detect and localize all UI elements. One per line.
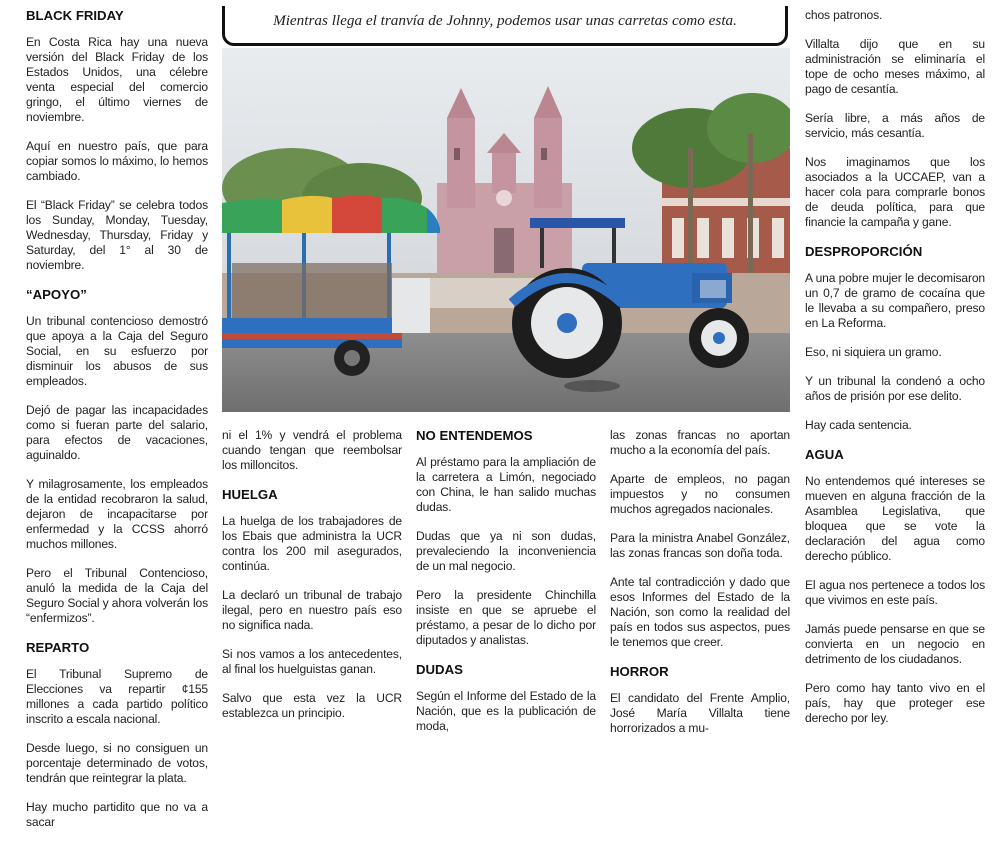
paragraph: Jamás puede pensarse en que se convierta en un negocio en detrimento de los ciudadanos. [805,622,985,666]
heading-reparto: REPARTO [26,640,90,655]
paragraph: Villalta dijo que en su administración se eliminaría el tope de ocho meses máximo, al pago de cesantía. [805,37,985,96]
paragraph: Nos imaginamos que los asociados a la UCCAEP, van a hacer cola para comprarle bonos de deuda política, para que financie la campaña y gane. [805,155,985,229]
paragraph: Hay mucho partidito que no va a sacar [26,800,208,829]
column-3 [416,428,596,748]
paragraph: Dejó de pagar las incapacidades como si fueran parte del salario, para efectos de vacaciones, aguinaldo. [26,403,208,462]
heading-desproporcion: DESPROPORCIÓN [805,244,923,259]
paragraph: La declaró un tribunal de trabajo ilegal, pero en nuestro país eso no significa nada. [222,588,402,632]
paragraph: Desde luego, si no consiguen un porcentaje determinado de votos, tendrán que reintegrar la plata. [26,741,208,785]
paragraph: Hay cada sentencia. [805,418,912,432]
photo-caption: Mientras llega el tranvía de Johnny, podemos usar unas carretas como esta. [222,6,788,46]
paragraph: El candidato del Frente Amplio, José María Villalta tiene horrorizados a mu- [610,691,790,735]
paragraph: No entendemos qué intereses se mueven en alguna fracción de la Asamblea Legislativa, que bloquea que se vote la declaración del agua como derecho público. [805,474,985,563]
paragraph: Aparte de empleos, no pagan impuestos y no consumen muchos agregados nacionales. [610,472,790,516]
paragraph: A una pobre mujer le decomisaron un 0,7 de gramo de cocaína que le llevaba a su compañero, preso en La Reforma. [805,271,985,330]
paragraph: Un tribunal contencioso demostró que apoya a la Caja del Seguro Social, en su esfuerzo por disminuir los abusos de sus empleados. [26,314,208,388]
paragraph: Pero el Tribunal Contencioso, anuló la medida de la Caja del Seguro Social y ahora volverán los “enfermizos”. [26,566,208,625]
column-5 [805,8,985,740]
heading-agua: AGUA [805,447,844,462]
paragraph: Ante tal contradicción y dado que esos Informes del Estado de la Nación, son como la realidad del país en todos sus aspectos, pues le tenemos que creer. [610,575,790,649]
paragraph: La huelga de los trabajadores de los Ebais que administra la UCR contra los 200 mil asegurados, continúa. [222,514,402,573]
heading-no-entendemos: NO ENTENDEMOS [416,428,533,443]
paragraph: Sería libre, a más años de servicio, más cesantía. [805,111,985,140]
paragraph: Pero como hay tanto vivo en el país, hay que proteger ese derecho por ley. [805,681,985,725]
paragraph: Salvo que esta vez la UCR establezca un principio. [222,691,402,720]
paragraph: las zonas francas no aportan mucho a la economía del país. [610,428,790,457]
paragraph: Pero la presidente Chinchilla insiste en que se apruebe el préstamo, a pesar de lo dicho por diputados y analistas. [416,588,596,647]
heading-apoyo: “APOYO” [26,287,87,302]
paragraph: Eso, ni siquiera un gramo. [805,345,942,359]
paragraph: Según el Informe del Estado de la Nación, que es la publicación de moda, [416,689,596,733]
paragraph: En Costa Rica hay una nueva versión del Black Friday de los Estados Unidos, una célebre venta especial del comercio gringo, el último viernes de noviembre. [26,35,208,124]
paragraph: Aquí en nuestro país, que para copiar somos lo máximo, lo hemos cambiado. [26,139,208,183]
photo-illustration [222,48,790,412]
heading-black-friday: BLACK FRIDAY [26,8,124,23]
paragraph: Para la ministra Anabel González, las zonas francas son doña toda. [610,531,790,560]
paragraph: Y milagrosamente, los empleados de la entidad recobraron la salud, dejaron de incapacitarse por enfermedad y la CCSS ahorró muchos millones. [26,477,208,551]
paragraph: Dudas que ya ni son dudas, prevaleciendo la inconveniencia de un mal negocio. [416,529,596,573]
heading-huelga: HUELGA [222,487,278,502]
column-1 [26,8,208,844]
paragraph: El “Black Friday” se celebra todos los Sunday, Monday, Tuesday, Wednesday, Thursday, Friday y Saturday, del 1° al 30 de noviembre. [26,198,208,272]
column-4 [610,428,790,750]
heading-horror: HORROR [610,664,669,679]
paragraph: El agua nos pertenece a todos los que vivimos en este país. [805,578,985,607]
photo-tractor-cart [222,48,790,412]
paragraph: El Tribunal Supremo de Elecciones va repartir ¢155 millones a cada partido político inscrito a escala nacional. [26,667,208,726]
paragraph: ni el 1% y vendrá el problema cuando tengan que reembolsar los milloncitos. [222,428,402,472]
paragraph: Y un tribunal la condenó a ocho años de prisión por ese delito. [805,374,985,403]
paragraph: Si nos vamos a los antecedentes, al final los huelguistas ganan. [222,647,402,676]
paragraph: chos patronos. [805,8,883,22]
paragraph: Al préstamo para la ampliación de la carretera a Limón, negociado con China, le han salido muchas dudas. [416,455,596,514]
column-2 [222,428,402,735]
heading-dudas: DUDAS [416,662,463,677]
